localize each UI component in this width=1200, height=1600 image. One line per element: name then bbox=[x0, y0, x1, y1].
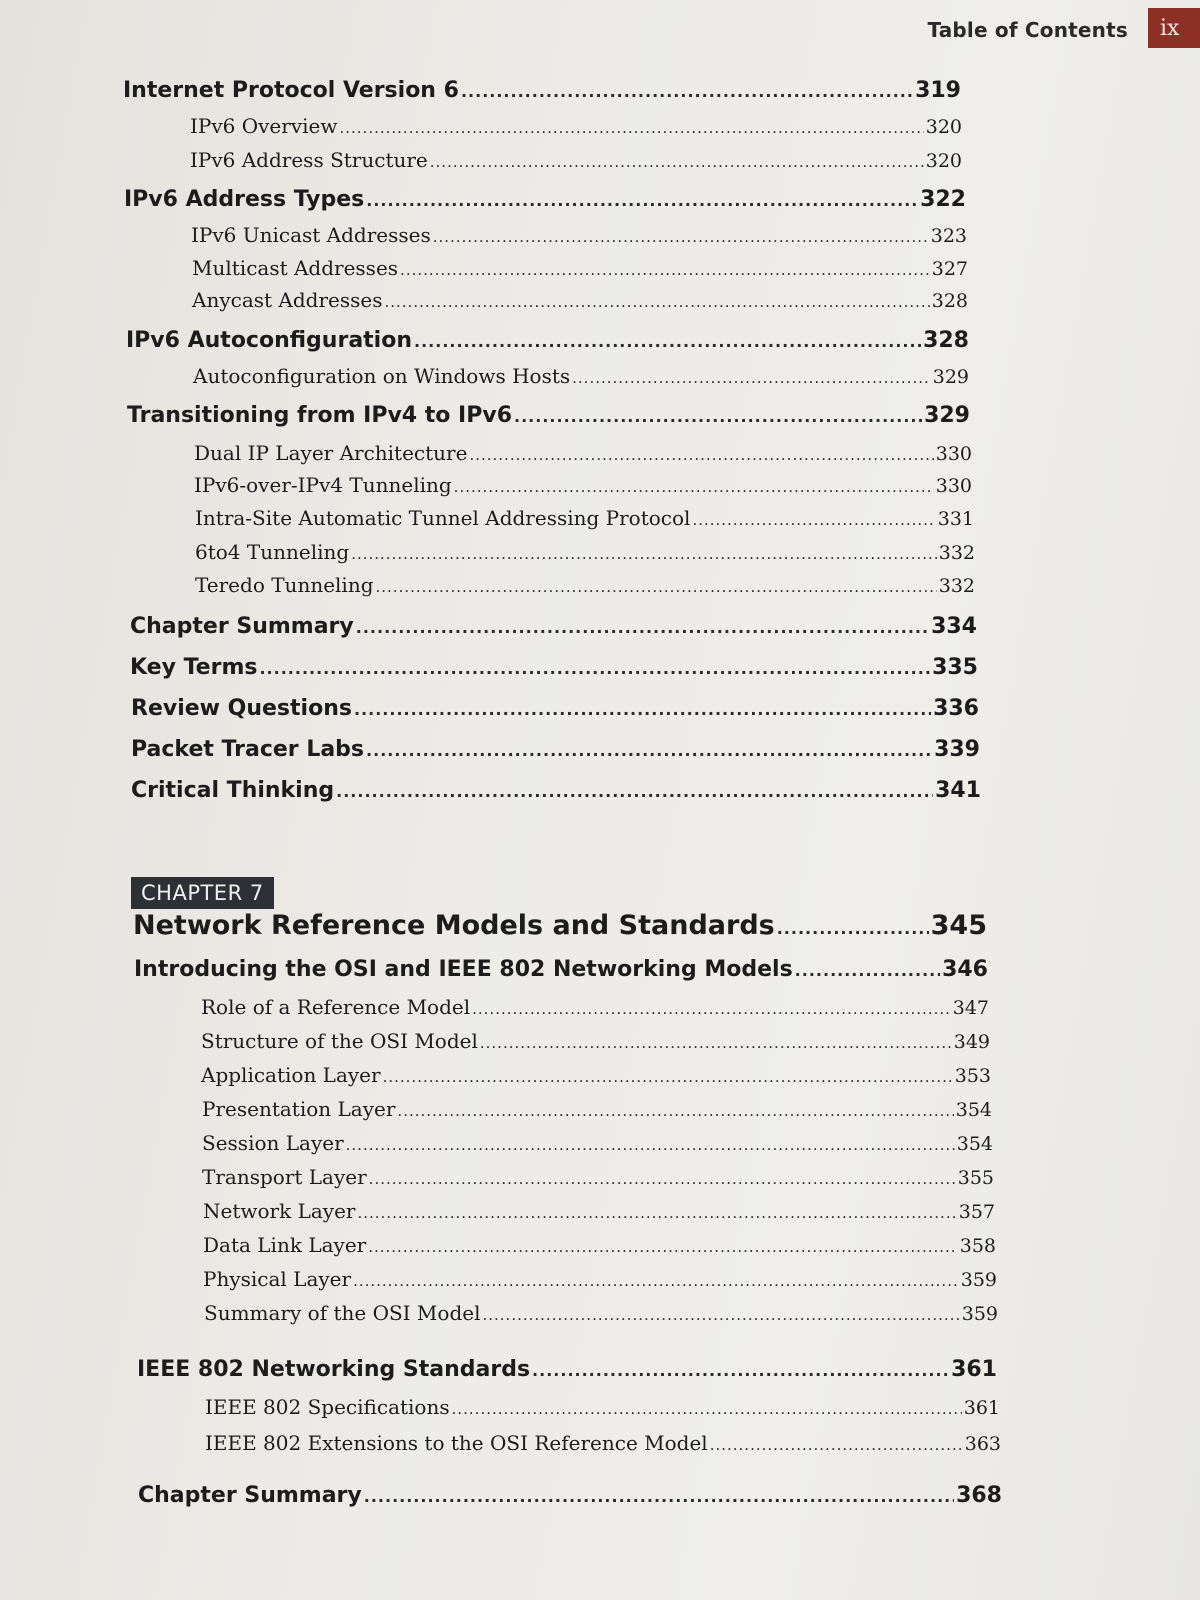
toc-entry-label: Role of a Reference Model bbox=[201, 995, 471, 1019]
toc-entry-page: 335 bbox=[932, 655, 978, 680]
toc-entry-label: Structure of the OSI Model bbox=[201, 1029, 478, 1053]
toc-entry-label: Key Terms bbox=[130, 655, 258, 680]
dot-leader bbox=[692, 511, 935, 529]
toc-entry[interactable] bbox=[195, 506, 974, 530]
toc-entry-label: IPv6 Address Structure bbox=[190, 148, 428, 172]
toc-entry[interactable] bbox=[195, 540, 975, 564]
toc-entry[interactable] bbox=[192, 288, 968, 312]
page-number-tab: ix bbox=[1148, 8, 1200, 48]
dot-leader bbox=[795, 961, 940, 980]
toc-entry-page: 346 bbox=[942, 957, 988, 982]
toc-entry-page: 361 bbox=[963, 1397, 1000, 1419]
toc-entry-label: Data Link Layer bbox=[203, 1233, 367, 1257]
toc-entry-label: Presentation Layer bbox=[202, 1097, 396, 1121]
dot-leader bbox=[339, 119, 923, 137]
dot-leader bbox=[433, 228, 929, 246]
chapter-badge: CHAPTER 7 bbox=[131, 877, 274, 909]
toc-entry-page: 354 bbox=[955, 1099, 992, 1121]
toc-entry-label: Summary of the OSI Model bbox=[204, 1301, 481, 1325]
toc-entry-label: Autoconfiguration on Windows Hosts bbox=[193, 364, 571, 388]
toc-entry-label: Chapter Summary bbox=[138, 1483, 362, 1508]
toc-entry-label: IPv6 Overview bbox=[190, 114, 338, 138]
toc-entry[interactable] bbox=[205, 1431, 1001, 1455]
toc-entry-page: 354 bbox=[956, 1133, 993, 1155]
chapter-page: 345 bbox=[930, 910, 987, 941]
toc-entry[interactable] bbox=[203, 1199, 995, 1223]
dot-leader bbox=[384, 293, 929, 311]
dot-leader bbox=[400, 261, 930, 279]
dot-leader bbox=[368, 1238, 958, 1256]
dot-leader bbox=[366, 741, 932, 760]
toc-entry[interactable] bbox=[134, 957, 988, 982]
toc-entry-page: 368 bbox=[956, 1483, 1002, 1508]
dot-leader bbox=[572, 369, 931, 387]
toc-entry[interactable] bbox=[124, 187, 966, 212]
toc-entry-page: 327 bbox=[931, 258, 968, 280]
dot-leader bbox=[480, 1034, 952, 1052]
dot-leader bbox=[259, 659, 930, 678]
toc-entry-page: 332 bbox=[938, 575, 975, 597]
toc-entry-page: 341 bbox=[935, 778, 981, 803]
dot-leader bbox=[336, 782, 933, 801]
toc-entry[interactable] bbox=[138, 1483, 1002, 1508]
chapter-title-entry[interactable] bbox=[133, 910, 987, 941]
toc-entry-label: IPv6 Autoconfiguration bbox=[126, 328, 412, 353]
toc-entry[interactable] bbox=[190, 148, 962, 172]
toc-entry-label: IPv6-over-IPv4 Tunneling bbox=[194, 473, 452, 497]
toc-entry-label: Dual IP Layer Architecture bbox=[194, 441, 468, 465]
toc-entry-label: IPv6 Unicast Addresses bbox=[191, 223, 431, 247]
toc-entry[interactable] bbox=[131, 696, 979, 721]
dot-leader bbox=[469, 446, 933, 464]
toc-entry-page: 329 bbox=[924, 403, 970, 428]
toc-entry[interactable] bbox=[195, 573, 975, 597]
dot-leader bbox=[414, 332, 921, 351]
toc-entry-page: 328 bbox=[931, 290, 968, 312]
toc-entry-label: Physical Layer bbox=[203, 1267, 352, 1291]
toc-entry-label: Transport Layer bbox=[202, 1165, 367, 1189]
toc-entry[interactable] bbox=[203, 1233, 996, 1257]
toc-entry[interactable] bbox=[201, 995, 989, 1019]
dot-leader bbox=[472, 1000, 951, 1018]
toc-entry-label: IEEE 802 Specifications bbox=[205, 1395, 450, 1419]
toc-entry-label: Session Layer bbox=[202, 1131, 344, 1155]
dot-leader bbox=[354, 700, 931, 719]
toc-entry[interactable] bbox=[192, 256, 968, 280]
toc-entry[interactable] bbox=[201, 1063, 991, 1087]
dot-leader bbox=[346, 1136, 955, 1154]
toc-entry-label: Transitioning from IPv4 to IPv6 bbox=[127, 403, 513, 428]
dot-leader bbox=[482, 1306, 959, 1324]
toc-entry-page: 334 bbox=[931, 614, 977, 639]
toc-entry-page: 359 bbox=[961, 1303, 998, 1325]
toc-entry[interactable] bbox=[194, 441, 972, 465]
dot-leader bbox=[397, 1102, 953, 1120]
dot-leader bbox=[364, 1487, 954, 1506]
toc-entry-page: 336 bbox=[933, 696, 979, 721]
toc-entry-page: 319 bbox=[915, 78, 961, 103]
dot-leader bbox=[366, 191, 918, 210]
dot-leader bbox=[452, 1400, 962, 1418]
toc-entry-page: 329 bbox=[932, 366, 969, 388]
toc-entry[interactable] bbox=[204, 1301, 998, 1325]
toc-entry-page: 320 bbox=[925, 150, 962, 172]
toc-entry[interactable] bbox=[126, 328, 969, 353]
toc-entry-page: 330 bbox=[935, 443, 972, 465]
toc-entry-page: 330 bbox=[935, 475, 972, 497]
toc-entry-label: IEEE 802 Networking Standards bbox=[137, 1357, 531, 1382]
toc-entry-label: Chapter Summary bbox=[130, 614, 354, 639]
dot-leader bbox=[461, 82, 913, 101]
toc-entry[interactable] bbox=[203, 1267, 997, 1291]
dot-leader bbox=[357, 1204, 956, 1222]
toc-entry[interactable] bbox=[190, 114, 962, 138]
toc-entry-page: 347 bbox=[952, 997, 989, 1019]
toc-entry-label: Introducing the OSI and IEEE 802 Networking Models bbox=[134, 957, 793, 982]
toc-entry-label: Internet Protocol Version 6 bbox=[123, 78, 459, 103]
toc-entry-page: 328 bbox=[923, 328, 969, 353]
toc-entry[interactable] bbox=[201, 1029, 990, 1053]
toc-entry[interactable] bbox=[193, 364, 969, 388]
toc-entry-page: 331 bbox=[937, 508, 974, 530]
dot-leader bbox=[514, 407, 922, 426]
toc-entry-page: 322 bbox=[920, 187, 966, 212]
toc-entry-label: Anycast Addresses bbox=[192, 288, 383, 312]
toc-entry-label: Intra-Site Automatic Tunnel Addressing Protocol bbox=[195, 506, 691, 530]
toc-entry-label: Network Layer bbox=[203, 1199, 356, 1223]
dot-leader bbox=[356, 618, 929, 637]
toc-entry-label: Multicast Addresses bbox=[192, 256, 399, 280]
toc-entry-label: Application Layer bbox=[201, 1063, 381, 1087]
toc-entry-page: 349 bbox=[953, 1031, 990, 1053]
dot-leader bbox=[351, 545, 937, 563]
toc-entry[interactable] bbox=[194, 473, 972, 497]
chapter-title: Network Reference Models and Standards bbox=[133, 910, 775, 941]
toc-entry[interactable] bbox=[202, 1165, 994, 1189]
toc-entry[interactable] bbox=[127, 403, 970, 428]
toc-entry[interactable] bbox=[205, 1395, 1000, 1419]
toc-entry-page: 323 bbox=[930, 225, 967, 247]
toc-entry-page: 355 bbox=[957, 1167, 994, 1189]
running-header-title: Table of Contents bbox=[927, 18, 1128, 42]
toc-entry[interactable] bbox=[137, 1357, 997, 1382]
dot-leader bbox=[532, 1361, 949, 1380]
dot-leader bbox=[454, 478, 934, 496]
toc-entry-page: 320 bbox=[925, 116, 962, 138]
dot-leader bbox=[383, 1068, 953, 1086]
toc-entry-page: 339 bbox=[934, 737, 980, 762]
toc-entry-label: IEEE 802 Extensions to the OSI Reference Model bbox=[205, 1431, 708, 1455]
dot-leader bbox=[777, 919, 929, 938]
dot-leader bbox=[710, 1436, 963, 1454]
toc-entry[interactable] bbox=[202, 1131, 993, 1155]
toc-entry-page: 357 bbox=[958, 1201, 995, 1223]
toc-entry[interactable] bbox=[130, 655, 978, 680]
toc-entry[interactable] bbox=[191, 223, 967, 247]
toc-entry-page: 332 bbox=[938, 542, 975, 564]
toc-entry-label: Review Questions bbox=[131, 696, 352, 721]
toc-entry-label: Teredo Tunneling bbox=[195, 573, 374, 597]
toc-entry-label: 6to4 Tunneling bbox=[195, 540, 350, 564]
toc-entry-label: IPv6 Address Types bbox=[124, 187, 365, 212]
toc-entry-label: Critical Thinking bbox=[131, 778, 335, 803]
toc-entry-page: 358 bbox=[959, 1235, 996, 1257]
toc-entry[interactable] bbox=[202, 1097, 992, 1121]
dot-leader bbox=[376, 578, 937, 596]
toc-entry[interactable] bbox=[131, 737, 980, 762]
toc-entry-label: Packet Tracer Labs bbox=[131, 737, 365, 762]
toc-entry-page: 353 bbox=[954, 1065, 991, 1087]
toc-entry-page: 361 bbox=[951, 1357, 997, 1382]
toc-entry[interactable] bbox=[130, 614, 977, 639]
toc-entry-page: 359 bbox=[960, 1269, 997, 1291]
dot-leader bbox=[369, 1170, 956, 1188]
toc-entry[interactable] bbox=[123, 78, 961, 103]
toc-entry-page: 363 bbox=[964, 1433, 1001, 1455]
toc-entry[interactable] bbox=[131, 778, 981, 803]
dot-leader bbox=[353, 1272, 959, 1290]
dot-leader bbox=[430, 153, 924, 171]
